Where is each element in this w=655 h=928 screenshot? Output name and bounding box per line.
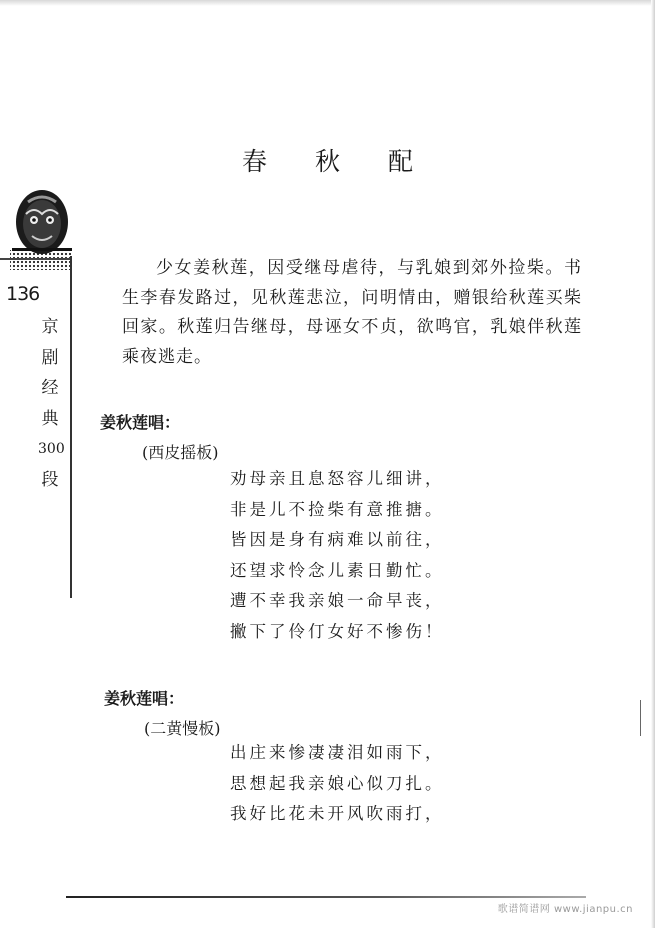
tune-label: (二黄慢板): [144, 719, 221, 738]
page-title: 春 秋 配: [242, 147, 433, 176]
margin-spine-line: [70, 256, 72, 598]
lyric-line: 遭不幸我亲娘一命早丧，: [230, 591, 445, 610]
lyrics-block: [230, 738, 445, 830]
running-title-char: 京: [41, 317, 59, 337]
intro-paragraph: 少女姜秋莲，因受继母虐待，与乳娘到郊外捡柴。书生李春发路过，见秋莲悲泣，问明情由，赠银给秋莲买柴回家。秋莲归告继母，母诬女不贞，欲鸣官，乳娘伴秋莲乘夜逃走。: [122, 258, 582, 367]
running-title: [38, 312, 65, 495]
lyric-line: 还望求怜念儿素日勤忙。: [230, 560, 445, 580]
lyric-line: 出庄来惨凄凄泪如雨下，: [230, 743, 445, 762]
speaker-label: 姜秋莲唱：: [100, 413, 181, 432]
lyric-line: 我好比花未开风吹雨打，: [230, 804, 445, 823]
margin-mark: [640, 700, 641, 736]
lyric-line: 撇下了伶仃女好不惨伤！: [230, 621, 445, 641]
page-number: 136: [6, 283, 40, 305]
page-edge: [0, 0, 655, 6]
watermark-text: 歌谱简谱网 www.jianpu.cn: [497, 904, 633, 915]
lyric-line: 思想起我亲娘心似刀扎。: [230, 773, 445, 793]
lyric-line: 皆因是身有病难以前往，: [230, 530, 445, 549]
bottom-rule: [66, 896, 586, 898]
speaker-label: 姜秋莲唱：: [104, 689, 185, 708]
page-edge-right: [651, 0, 655, 928]
margin-rule: [0, 258, 72, 260]
running-title-char: 经: [41, 378, 59, 398]
running-title-number: 300: [38, 441, 65, 457]
lyric-line: 劝母亲且息怒容儿细讲，: [230, 469, 445, 488]
lyric-line: 非是儿不捡柴有意推搪。: [230, 499, 445, 519]
running-title-char: 段: [41, 469, 59, 490]
running-title-char: 剧: [41, 347, 59, 368]
running-title-char: 典: [41, 408, 59, 429]
lyrics-block: [230, 464, 445, 647]
tune-label: (西皮摇板): [142, 443, 219, 462]
